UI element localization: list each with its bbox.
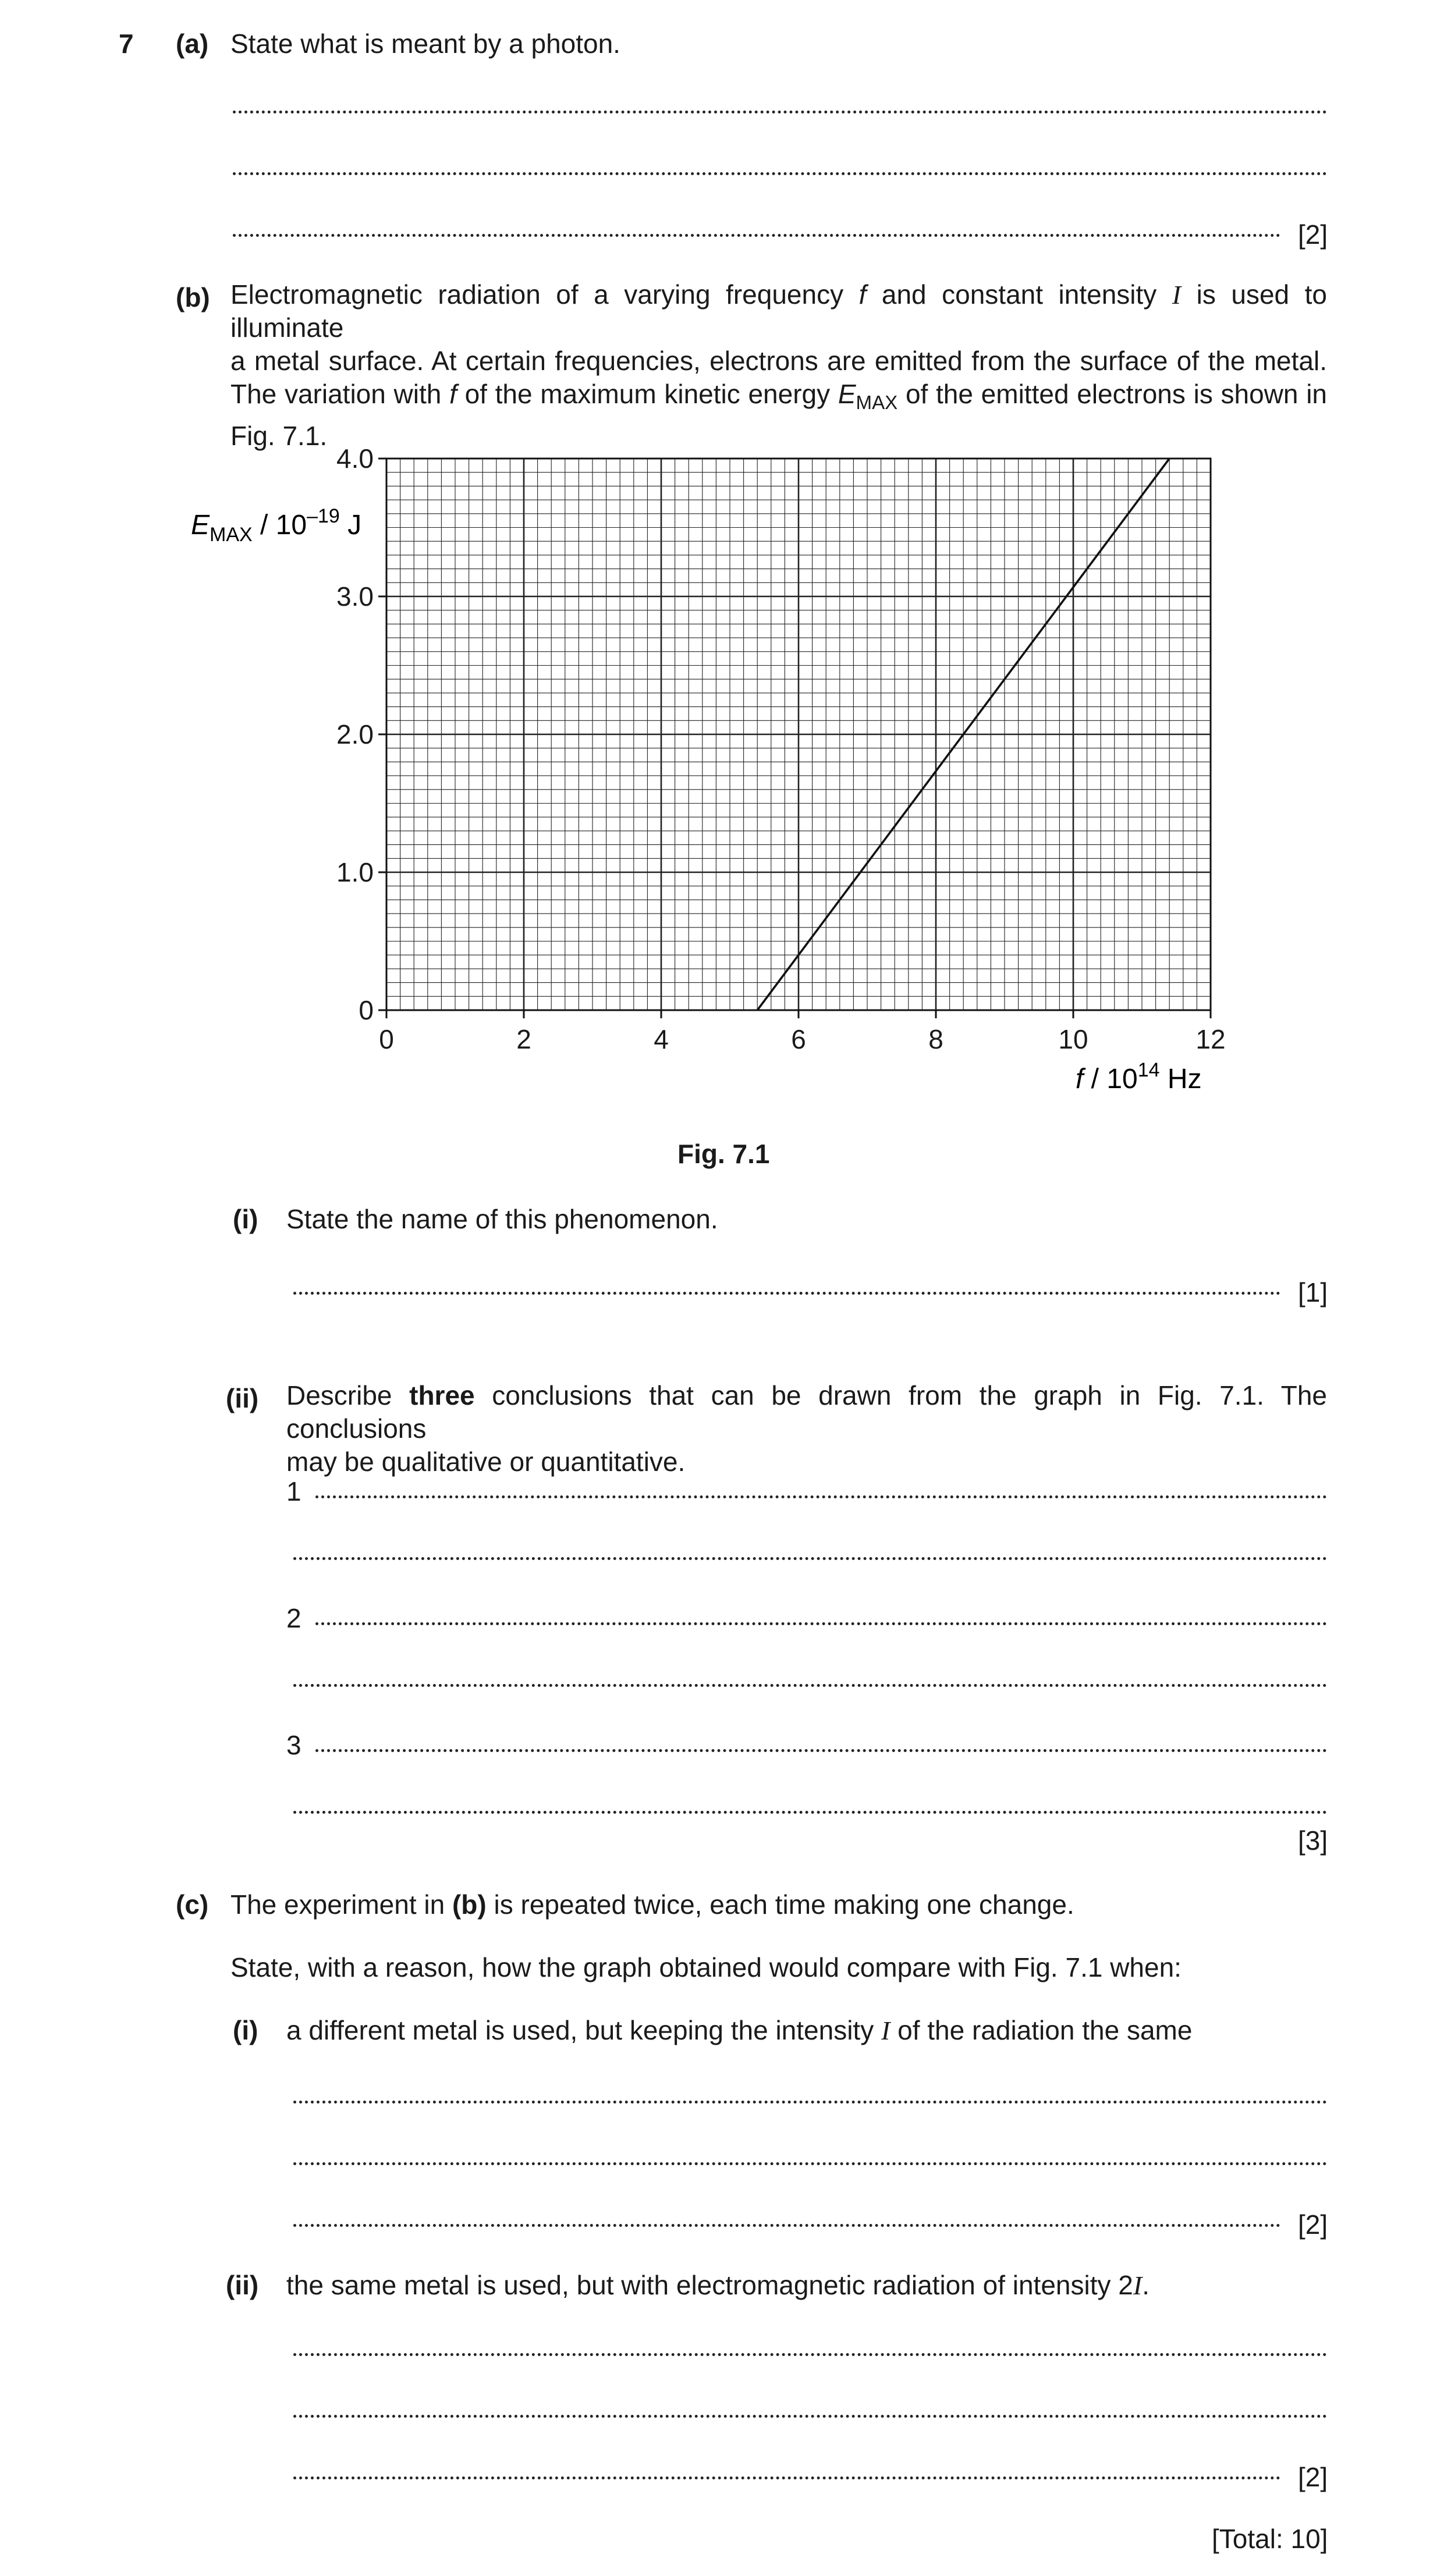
stem-line-2: a metal surface. At certain frequencies, electrons are emitted from the surface of the metal.: [230, 346, 1327, 376]
y-tick-label: 4.0: [336, 443, 374, 474]
answer-line-c-ii-3[interactable]: [293, 2476, 1280, 2479]
answer-line-conclusion-1a[interactable]: [315, 1495, 1327, 1498]
y-tick-label: 0: [359, 995, 374, 1025]
answer-line-conclusion-3a[interactable]: [315, 1749, 1327, 1752]
answer-line-c-i-3[interactable]: [293, 2224, 1280, 2227]
figure-caption: Fig. 7.1: [677, 1139, 770, 1169]
stem-line-1: Electromagnetic radiation of a varying frequency f and constant intensity I is used to illuminate: [230, 279, 1327, 343]
answer-line-conclusion-1b[interactable]: [293, 1557, 1327, 1560]
y-axis-label: $E_{MAX} / 10^{-19}$ J: [191, 505, 362, 546]
answer-line-c-i-1[interactable]: [293, 2101, 1327, 2104]
part-c-label: (c): [176, 1889, 209, 1920]
answer-line-c-ii-2[interactable]: [293, 2415, 1327, 2418]
part-c-ii-label: (ii): [226, 2270, 259, 2300]
part-b-ii-question: [286, 1379, 1327, 1479]
x-tick-label: 10: [1058, 1024, 1088, 1054]
mark-b-ii: [3]: [1298, 1825, 1328, 1856]
mark-c-i: [2]: [1298, 2209, 1328, 2240]
x-axis-label: f / $10^{14}$ Hz: [1076, 1059, 1202, 1095]
y-tick-label: 2.0: [336, 719, 374, 749]
b-ii-line-1: Describe three conclusions that can be drawn from the graph in Fig. 7.1. The conclusions: [286, 1380, 1327, 1444]
x-tick-label: 0: [379, 1024, 394, 1054]
part-c-i-question: a different metal is used, but keeping the intensity I of the radiation the same: [286, 2015, 1193, 2045]
x-tick-label: 12: [1195, 1024, 1226, 1054]
answer-line-c-i-2[interactable]: [293, 2162, 1327, 2165]
b-ii-line-2: may be qualitative or quantitative.: [286, 1447, 686, 1477]
mark-c-ii: [2]: [1298, 2462, 1328, 2492]
tick-labels: [336, 443, 1226, 1054]
answer-line-c-ii-1[interactable]: [293, 2353, 1327, 2356]
mark-b-i: [1]: [1298, 1277, 1328, 1307]
answer-line-b-i[interactable]: [293, 1292, 1280, 1295]
conclusion-number-1: 1: [286, 1476, 301, 1506]
answer-line-conclusion-2a[interactable]: [315, 1622, 1327, 1625]
y-tick-label: 3.0: [336, 581, 374, 612]
x-tick-label: 6: [791, 1024, 806, 1054]
part-c-instruction: State, with a reason, how the graph obtained would compare with Fig. 7.1 when:: [230, 1952, 1182, 1982]
part-a-label: (a): [176, 29, 209, 59]
part-b-i-question: State the name of this phenomenon.: [286, 1204, 718, 1234]
part-b-label: (b): [176, 282, 210, 312]
stem-line-4: Fig. 7.1.: [230, 421, 328, 452]
answer-line-conclusion-3b[interactable]: [293, 1811, 1327, 1814]
conclusion-number-3: 3: [286, 1730, 301, 1760]
x-tick-label: 8: [928, 1024, 943, 1054]
question-number: 7: [119, 29, 134, 59]
x-tick-label: 2: [516, 1024, 531, 1054]
part-c-ii-question: the same metal is used, but with electromagnetic radiation of intensity 2I.: [286, 2270, 1149, 2300]
conclusion-number-2: 2: [286, 1603, 301, 1633]
part-b-ii-label: (ii): [226, 1383, 259, 1413]
part-c-i-label: (i): [233, 2015, 258, 2045]
part-b-i-label: (i): [233, 1204, 258, 1234]
stem-line-3: The variation with f of the maximum kinetic energy $E_{MAX}$ of the emitted electrons is shown in: [230, 379, 1328, 414]
axis-ticks: [378, 459, 1211, 1018]
fig-7-1-graph: [175, 419, 1292, 1106]
answer-line-conclusion-2b[interactable]: [293, 1684, 1327, 1687]
x-tick-label: 4: [654, 1024, 669, 1054]
part-c-stem: The experiment in (b) is repeated twice, each time making one change.: [230, 1889, 1074, 1920]
total-marks: [Total: 10]: [1212, 2524, 1328, 2554]
mark-a: [2]: [1298, 219, 1328, 250]
y-tick-label: 1.0: [336, 857, 374, 887]
answer-line-a-1[interactable]: [233, 111, 1327, 113]
answer-line-a-3[interactable]: [233, 234, 1280, 237]
answer-line-a-2[interactable]: [233, 172, 1327, 175]
part-a-question: State what is meant by a photon.: [230, 29, 620, 59]
